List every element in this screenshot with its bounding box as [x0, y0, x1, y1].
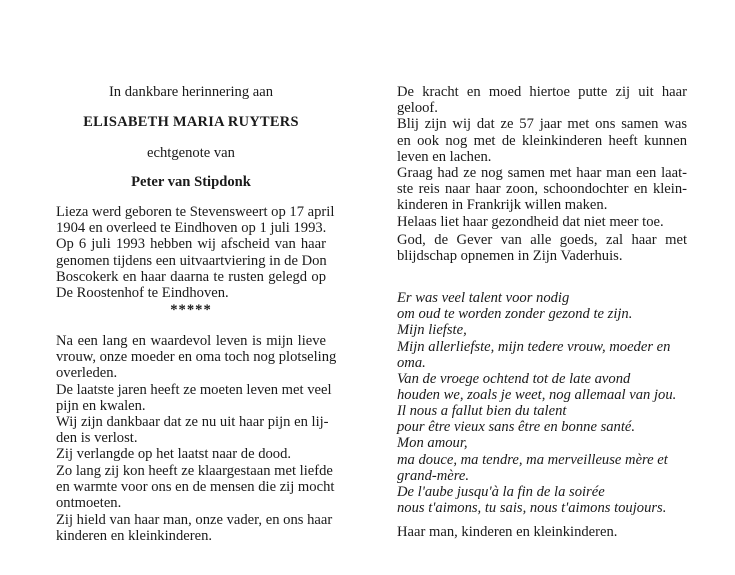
- text-line: De kracht en moed hiertoe putte zij uit haar: [397, 84, 687, 100]
- poem-line: grand-mère.: [397, 467, 470, 484]
- text-line: geloof.: [397, 100, 438, 117]
- dutch-poem: [397, 290, 687, 403]
- poem-line: ma douce, ma tendre, ma merveilleuse mère et: [397, 451, 668, 468]
- deceased-name: ELISABETH MARIA RUYTERS: [83, 114, 299, 130]
- biography-paragraph: [56, 204, 335, 302]
- text-line: genomen tijdens een uitvaartviering in de Don: [56, 252, 327, 269]
- text-line: Graag had ze nog samen met haar man een laat-: [397, 165, 687, 182]
- poem-line: Mijn liefste,: [397, 322, 467, 339]
- text-line: Zij verlangde op het laatst naar de dood.: [56, 446, 292, 463]
- text-line: leven en lachen.: [397, 148, 492, 165]
- family-paragraph: [56, 463, 335, 544]
- text-line: vrouw, onze moeder en oma toch nog plotseling: [56, 349, 337, 366]
- text-line: Wij zijn dankbaar dat ze nu uit haar pijn en lij-: [56, 414, 329, 431]
- tribute-paragraph: [56, 333, 337, 463]
- text-line: 1904 en overleed te Eindhoven op 1 juli 1993.: [56, 220, 327, 237]
- text-line: Blij zijn wij dat ze 57 jaar met ons samen was: [397, 116, 687, 133]
- god-paragraph: [397, 232, 687, 264]
- intro-text: In dankbare herinnering aan: [108, 84, 274, 100]
- poem-line: Mon amour,: [397, 435, 468, 452]
- poem-line: Il nous a fallut bien du talent: [397, 403, 567, 419]
- poem-line: De l'aube jusqu'à la fin de la soirée: [397, 484, 605, 501]
- poem-line: houden we, zoals je weet, nog allemaal van jou.: [397, 387, 677, 404]
- poem-line: Mijn allerliefste, mijn tedere vrouw, moeder en: [397, 338, 671, 355]
- closing-signature: Haar man, kinderen en kleinkinderen.: [397, 524, 618, 540]
- text-line: pijn en kwalen.: [56, 397, 146, 414]
- text-line: Zo lang zij kon heeft ze klaargestaan met liefde: [56, 463, 333, 479]
- text-line: Lieza werd geboren te Stevensweert op 17 april: [56, 204, 335, 220]
- text-line: Op 6 juli 1993 hebben wij afscheid van haar: [56, 236, 326, 253]
- text-line: Helaas liet haar gezondheid dat niet meer toe.: [397, 213, 664, 230]
- text-line: en ook nog met de kleinkinderen heeft kunnen: [397, 132, 687, 149]
- text-line: blijdschap opnemen in Zijn Vaderhuis.: [397, 248, 623, 265]
- text-line: God, de Gever van alle goeds, zal haar met: [397, 232, 687, 248]
- text-line: Na een lang en waardevol leven is mijn lieve: [56, 333, 326, 349]
- text-line: ste reis naar haar zoon, schoondochter en klein-: [397, 181, 687, 198]
- text-line: en warmte voor ons en de mensen die zij mocht: [56, 479, 335, 496]
- poem-line: om oud te worden zonder gezond te zijn.: [397, 306, 633, 323]
- text-line: De Roostenhof te Eindhoven.: [56, 285, 229, 302]
- poem-line: Er was veel talent voor nodig: [397, 290, 570, 306]
- text-line: De laatste jaren heeft ze moeten leven met veel: [56, 381, 332, 398]
- text-line: ontmoeten.: [56, 495, 122, 512]
- poem-line: nous t'aimons, tu sais, nous t'aimons toujours.: [397, 500, 667, 517]
- poem-line: oma.: [397, 354, 426, 371]
- text-line: kinderen en kleinkinderen.: [56, 527, 213, 544]
- faith-paragraph: [397, 84, 687, 230]
- text-line: Zij hield van haar man, onze vader, en ons haar: [56, 511, 333, 528]
- separator-stars: *****: [170, 302, 212, 318]
- text-line: Boscokerk en haar daarna te rusten gelegd op: [56, 268, 326, 285]
- spouse-intro: echtgenote van: [147, 145, 235, 161]
- text-line: overleden.: [56, 365, 118, 382]
- text-line: kinderen in Frankrijk willen maken.: [397, 197, 608, 214]
- spouse-name: Peter van Stipdonk: [131, 174, 251, 190]
- text-line: den is verlost.: [56, 430, 138, 447]
- poem-line: Van de vroege ochtend tot de late avond: [397, 371, 631, 388]
- french-poem: [397, 403, 687, 516]
- poem-line: pour être vieux sans être en bonne santé.: [397, 419, 636, 436]
